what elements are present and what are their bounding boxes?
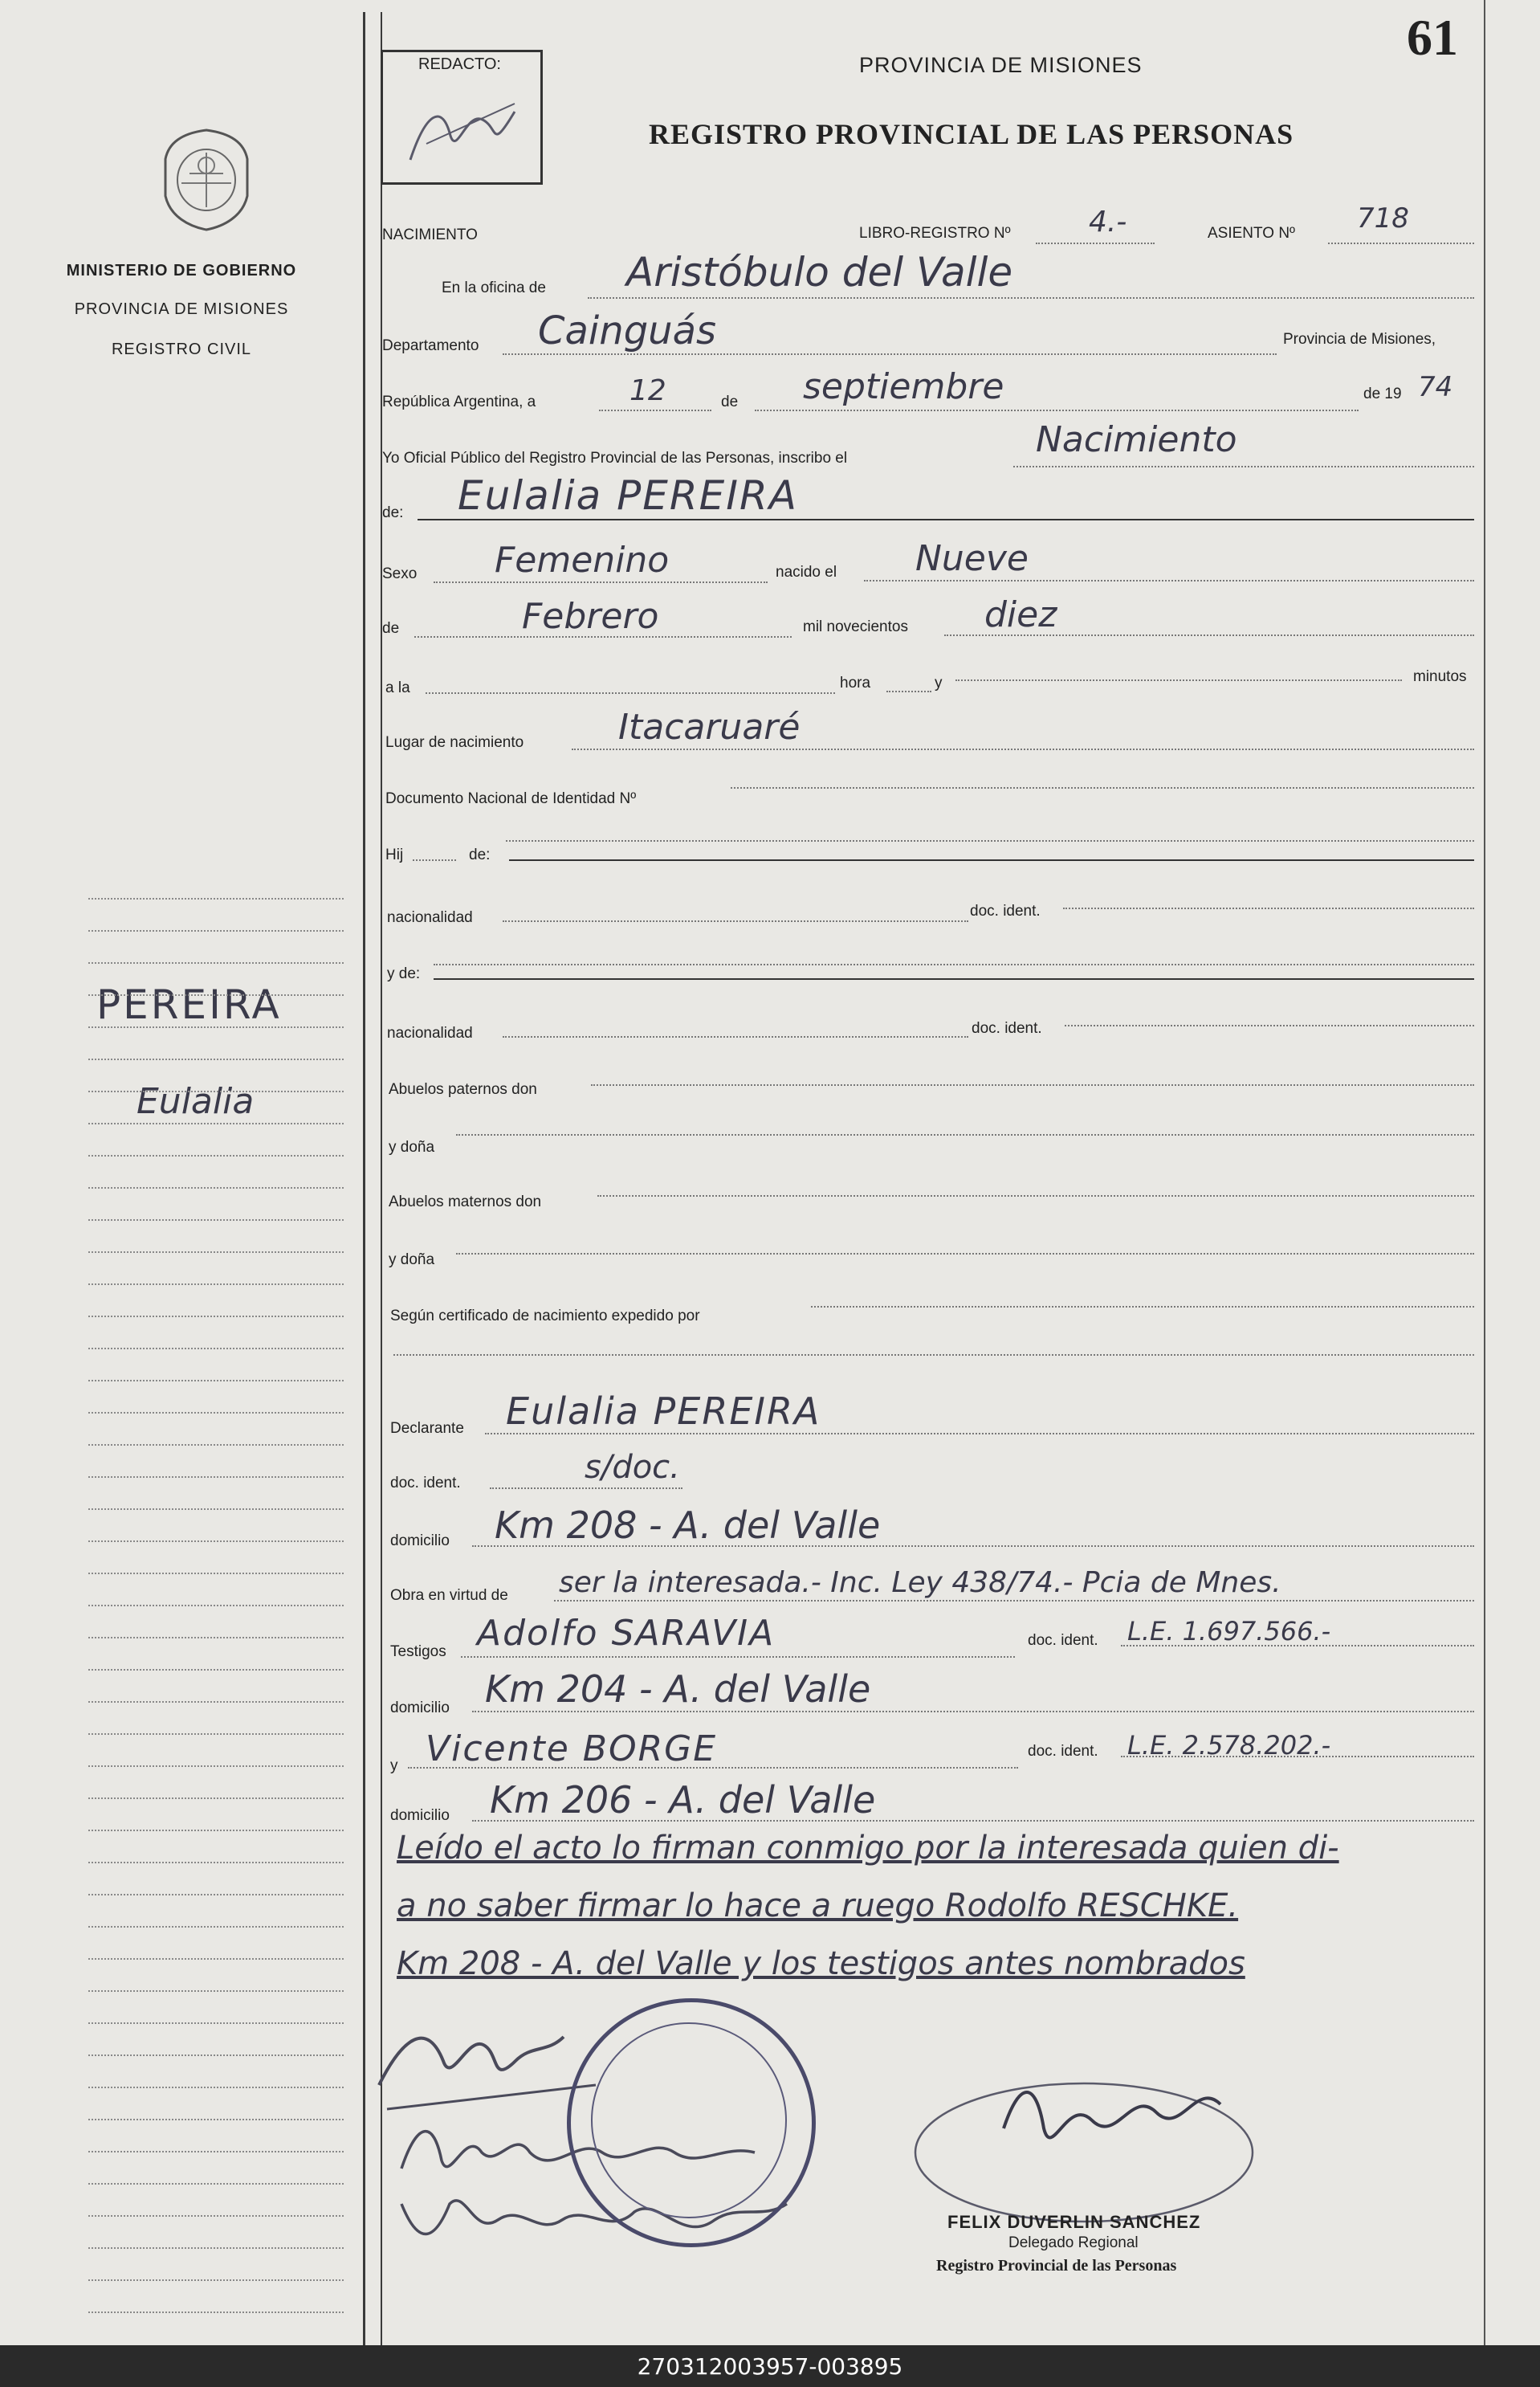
officer-name: FELIX DUVERLIN SANCHEZ bbox=[947, 2212, 1201, 2232]
margin-line bbox=[88, 1508, 344, 1510]
margin-line bbox=[88, 1990, 344, 1992]
libro-line bbox=[1036, 243, 1155, 244]
page-number: 61 bbox=[1407, 9, 1458, 66]
sexo-label: Sexo bbox=[382, 565, 418, 582]
y-dona-line bbox=[456, 1134, 1474, 1136]
margin-line bbox=[88, 1637, 344, 1638]
hora-label: hora bbox=[840, 675, 871, 692]
name-value: Eulalia PEREIRA bbox=[458, 472, 798, 519]
month-value: septiembre bbox=[803, 366, 1004, 407]
margin-line bbox=[88, 1123, 344, 1124]
segun-line bbox=[811, 1306, 1474, 1308]
hij-label: Hij bbox=[385, 847, 404, 863]
year-value: 74 bbox=[1418, 371, 1453, 403]
asiento-label: ASIENTO Nº bbox=[1208, 225, 1295, 242]
margin-line bbox=[88, 2312, 344, 2313]
name-line bbox=[418, 519, 1474, 520]
nacionalidad-line bbox=[503, 1036, 968, 1038]
margin-line bbox=[88, 1251, 344, 1253]
y-label: y bbox=[390, 1757, 398, 1774]
margin-line bbox=[88, 962, 344, 964]
nacionalidad-label: nacionalidad bbox=[387, 1025, 473, 1042]
dni-line bbox=[731, 787, 1474, 789]
margin-line bbox=[88, 1669, 344, 1671]
inscribo-value: Nacimiento bbox=[1036, 419, 1237, 460]
segun-label: Según certificado de nacimiento expedido por bbox=[390, 1308, 700, 1324]
margin-line bbox=[88, 1059, 344, 1060]
margin-line bbox=[88, 2183, 344, 2185]
domicilio-label: domicilio bbox=[390, 1699, 450, 1716]
libro-label: LIBRO-REGISTRO Nº bbox=[859, 225, 1011, 242]
civil-registry-label: REGISTRO CIVIL bbox=[111, 341, 252, 358]
provincia-label: Provincia de Misiones, bbox=[1283, 331, 1436, 348]
obra-label: Obra en virtud de bbox=[390, 1587, 508, 1604]
margin-line bbox=[88, 898, 344, 900]
margin-line bbox=[88, 1026, 344, 1028]
scan-id: 270312003957-003895 bbox=[637, 2353, 903, 2380]
mil-value: diez bbox=[984, 594, 1057, 635]
nacido-line bbox=[864, 580, 1474, 581]
minutos-label: minutos bbox=[1413, 668, 1467, 685]
ministry-label: MINISTERIO DE GOBIERNO bbox=[66, 262, 297, 280]
a-la-line bbox=[426, 692, 835, 694]
hora-line bbox=[886, 691, 931, 692]
abuelos-paternos-label: Abuelos paternos don bbox=[389, 1081, 537, 1098]
margin-line bbox=[88, 1765, 344, 1767]
officer-title: Delegado Regional bbox=[1008, 2234, 1139, 2251]
declarante-domicilio-value: Km 208 - A. del Valle bbox=[495, 1504, 881, 1547]
margin-line bbox=[88, 1862, 344, 1863]
oficial-label: Yo Oficial Público del Registro Provincial de las Personas, inscribo el bbox=[382, 450, 848, 467]
mil-label: mil novecientos bbox=[803, 618, 908, 635]
margin-line bbox=[88, 2022, 344, 2024]
margin-line bbox=[88, 1380, 344, 1381]
oficina-value: Aristóbulo del Valle bbox=[626, 249, 1013, 296]
inscribo-line bbox=[1013, 466, 1474, 467]
testigo-1-doc-value: L.E. 1.697.566.- bbox=[1127, 1616, 1331, 1646]
republica-label: República Argentina, a bbox=[382, 394, 536, 410]
hij-de-label: de: bbox=[469, 847, 491, 863]
testigos-line bbox=[461, 1656, 1015, 1658]
declarante-label: Declarante bbox=[390, 1420, 464, 1437]
doc-ident-label: doc. ident. bbox=[390, 1475, 461, 1491]
margin-line bbox=[88, 1701, 344, 1703]
margin-line bbox=[88, 1733, 344, 1735]
dni-label: Documento Nacional de Identidad Nº bbox=[385, 790, 637, 807]
segun-line-2 bbox=[393, 1354, 1474, 1356]
testigo-2-doc-value: L.E. 2.578.202.- bbox=[1127, 1730, 1331, 1761]
testigo-1-domicilio-value: Km 204 - A. del Valle bbox=[485, 1667, 871, 1711]
hij-de-line bbox=[506, 840, 1474, 842]
margin-line bbox=[88, 1573, 344, 1574]
margin-line bbox=[88, 1219, 344, 1221]
doc-ident-line bbox=[490, 1487, 682, 1489]
year-prefix: de 19 bbox=[1363, 386, 1402, 402]
closing-note-line-3: Km 208 - A. del Valle y los testigos antes nombrados bbox=[397, 1945, 1245, 1982]
header-registry: REGISTRO PROVINCIAL DE LAS PERSONAS bbox=[649, 118, 1294, 150]
y-dona-label: y doña bbox=[389, 1139, 435, 1156]
margin-line bbox=[88, 1091, 344, 1092]
mes-de-label: de bbox=[382, 620, 400, 637]
scan-footer bbox=[0, 2345, 1540, 2387]
doc-ident-line bbox=[1063, 908, 1474, 909]
margin-line bbox=[88, 1316, 344, 1317]
hij-line bbox=[413, 859, 456, 861]
closing-note-line-1: Leído el acto lo firman conmigo por la interesada quien di- bbox=[397, 1830, 1339, 1867]
margin-line bbox=[88, 1540, 344, 1542]
sexo-line bbox=[434, 581, 768, 583]
margin-line bbox=[88, 2215, 344, 2217]
margin-surname: PEREIRA bbox=[96, 981, 282, 1028]
y-de-rule bbox=[434, 978, 1474, 980]
right-edge-rule bbox=[1484, 0, 1485, 2345]
margin-given-name: Eulalia bbox=[136, 1081, 255, 1122]
testigo-2-value: Vicente BORGE bbox=[426, 1728, 718, 1769]
margin-line bbox=[88, 2151, 344, 2152]
redacto-box bbox=[381, 50, 543, 185]
asiento-line bbox=[1328, 243, 1474, 244]
abuelos-paternos-line bbox=[591, 1084, 1474, 1086]
domicilio-label: domicilio bbox=[390, 1532, 450, 1549]
margin-line bbox=[88, 1412, 344, 1414]
margin-rule bbox=[363, 12, 365, 2345]
day-line bbox=[599, 410, 711, 411]
left-margin-column bbox=[0, 0, 363, 2345]
abuelos-maternos-label: Abuelos maternos don bbox=[389, 1194, 542, 1210]
hij-de-rule bbox=[509, 859, 1474, 861]
name-de-label: de: bbox=[382, 504, 404, 521]
margin-line bbox=[88, 1187, 344, 1189]
doc-ident-label: doc. ident. bbox=[972, 1020, 1042, 1037]
y-dona-label: y doña bbox=[389, 1251, 435, 1268]
margin-line bbox=[88, 2247, 344, 2249]
margin-line bbox=[88, 1444, 344, 1446]
margin-line bbox=[88, 1605, 344, 1606]
mes-value: Febrero bbox=[522, 596, 659, 637]
redacto-label: REDACTO: bbox=[418, 55, 501, 73]
redacto-initials-signature bbox=[394, 80, 531, 176]
testigos-label: Testigos bbox=[390, 1643, 446, 1660]
y-de-label: y de: bbox=[387, 965, 421, 982]
margin-line bbox=[88, 930, 344, 932]
asiento-value: 718 bbox=[1357, 202, 1409, 235]
margin-line bbox=[88, 1155, 344, 1157]
declarante-value: Eulalia PEREIRA bbox=[506, 1389, 821, 1433]
margin-line bbox=[88, 1958, 344, 1960]
margin-line bbox=[88, 1476, 344, 1478]
declarante-line bbox=[485, 1433, 1474, 1434]
y-de-line bbox=[434, 964, 1474, 965]
nacido-label: nacido el bbox=[776, 564, 837, 581]
coat-of-arms-seal bbox=[157, 127, 255, 231]
testigo-2-domicilio-value: Km 206 - A. del Valle bbox=[490, 1778, 876, 1822]
departamento-value: Cainguás bbox=[538, 308, 716, 353]
margin-line bbox=[88, 2087, 344, 2088]
abuelos-maternos-line bbox=[597, 1195, 1474, 1197]
margin-line bbox=[88, 1283, 344, 1285]
header-province: PROVINCIA DE MISIONES bbox=[859, 53, 1143, 77]
domicilio-label: domicilio bbox=[390, 1807, 450, 1824]
margin-line bbox=[88, 1894, 344, 1895]
doc-ident-line bbox=[1065, 1025, 1474, 1026]
oficina-label: En la oficina de bbox=[442, 280, 546, 296]
margin-line bbox=[88, 1797, 344, 1799]
oficina-line bbox=[588, 297, 1474, 299]
y-dona-line bbox=[456, 1253, 1474, 1255]
official-round-stamp-inner bbox=[591, 2022, 787, 2218]
closing-note-line-2: a no saber firmar lo hace a ruego Rodolfo RESCHKE. bbox=[397, 1887, 1239, 1924]
margin-line bbox=[88, 2119, 344, 2120]
obra-line bbox=[554, 1600, 1474, 1602]
minutos-line bbox=[955, 679, 1402, 681]
lugar-value: Itacaruaré bbox=[618, 707, 801, 748]
nacionalidad-label: nacionalidad bbox=[387, 909, 473, 926]
margin-line bbox=[88, 1830, 344, 1831]
form-type-label: NACIMIENTO bbox=[382, 226, 478, 243]
departamento-label: Departamento bbox=[382, 337, 479, 354]
libro-value: 4.- bbox=[1089, 206, 1127, 239]
doc-ident-label: doc. ident. bbox=[1028, 1743, 1098, 1760]
a-la-label: a la bbox=[385, 679, 410, 696]
declarante-doc-value: s/doc. bbox=[585, 1449, 680, 1486]
obra-value: ser la interesada.- Inc. Ley 438/74.- Pcia de Mnes. bbox=[559, 1566, 1281, 1599]
lugar-line bbox=[572, 749, 1474, 750]
margin-line bbox=[88, 2054, 344, 2056]
month-line bbox=[755, 410, 1359, 411]
nacionalidad-line bbox=[503, 920, 968, 922]
margin-line bbox=[88, 1348, 344, 1349]
y-label: y bbox=[935, 675, 943, 692]
margin-line bbox=[88, 1926, 344, 1928]
lugar-label: Lugar de nacimiento bbox=[385, 734, 524, 751]
sexo-value: Femenino bbox=[495, 540, 670, 581]
margin-line bbox=[88, 2279, 344, 2281]
officer-signature bbox=[907, 2032, 1285, 2225]
domicilio-line bbox=[472, 1711, 1474, 1712]
margin-line bbox=[88, 994, 344, 996]
doc-ident-label: doc. ident. bbox=[970, 903, 1041, 920]
officer-office: Registro Provincial de las Personas bbox=[936, 2257, 1177, 2275]
de-label: de bbox=[721, 394, 739, 410]
testigo-1-value: Adolfo SARAVIA bbox=[477, 1613, 776, 1654]
nacido-value: Nueve bbox=[915, 538, 1029, 579]
margin-province-label: PROVINCIA DE MISIONES bbox=[74, 300, 289, 318]
doc-ident-label: doc. ident. bbox=[1028, 1632, 1098, 1649]
day-value: 12 bbox=[629, 374, 666, 407]
departamento-line bbox=[503, 353, 1277, 355]
